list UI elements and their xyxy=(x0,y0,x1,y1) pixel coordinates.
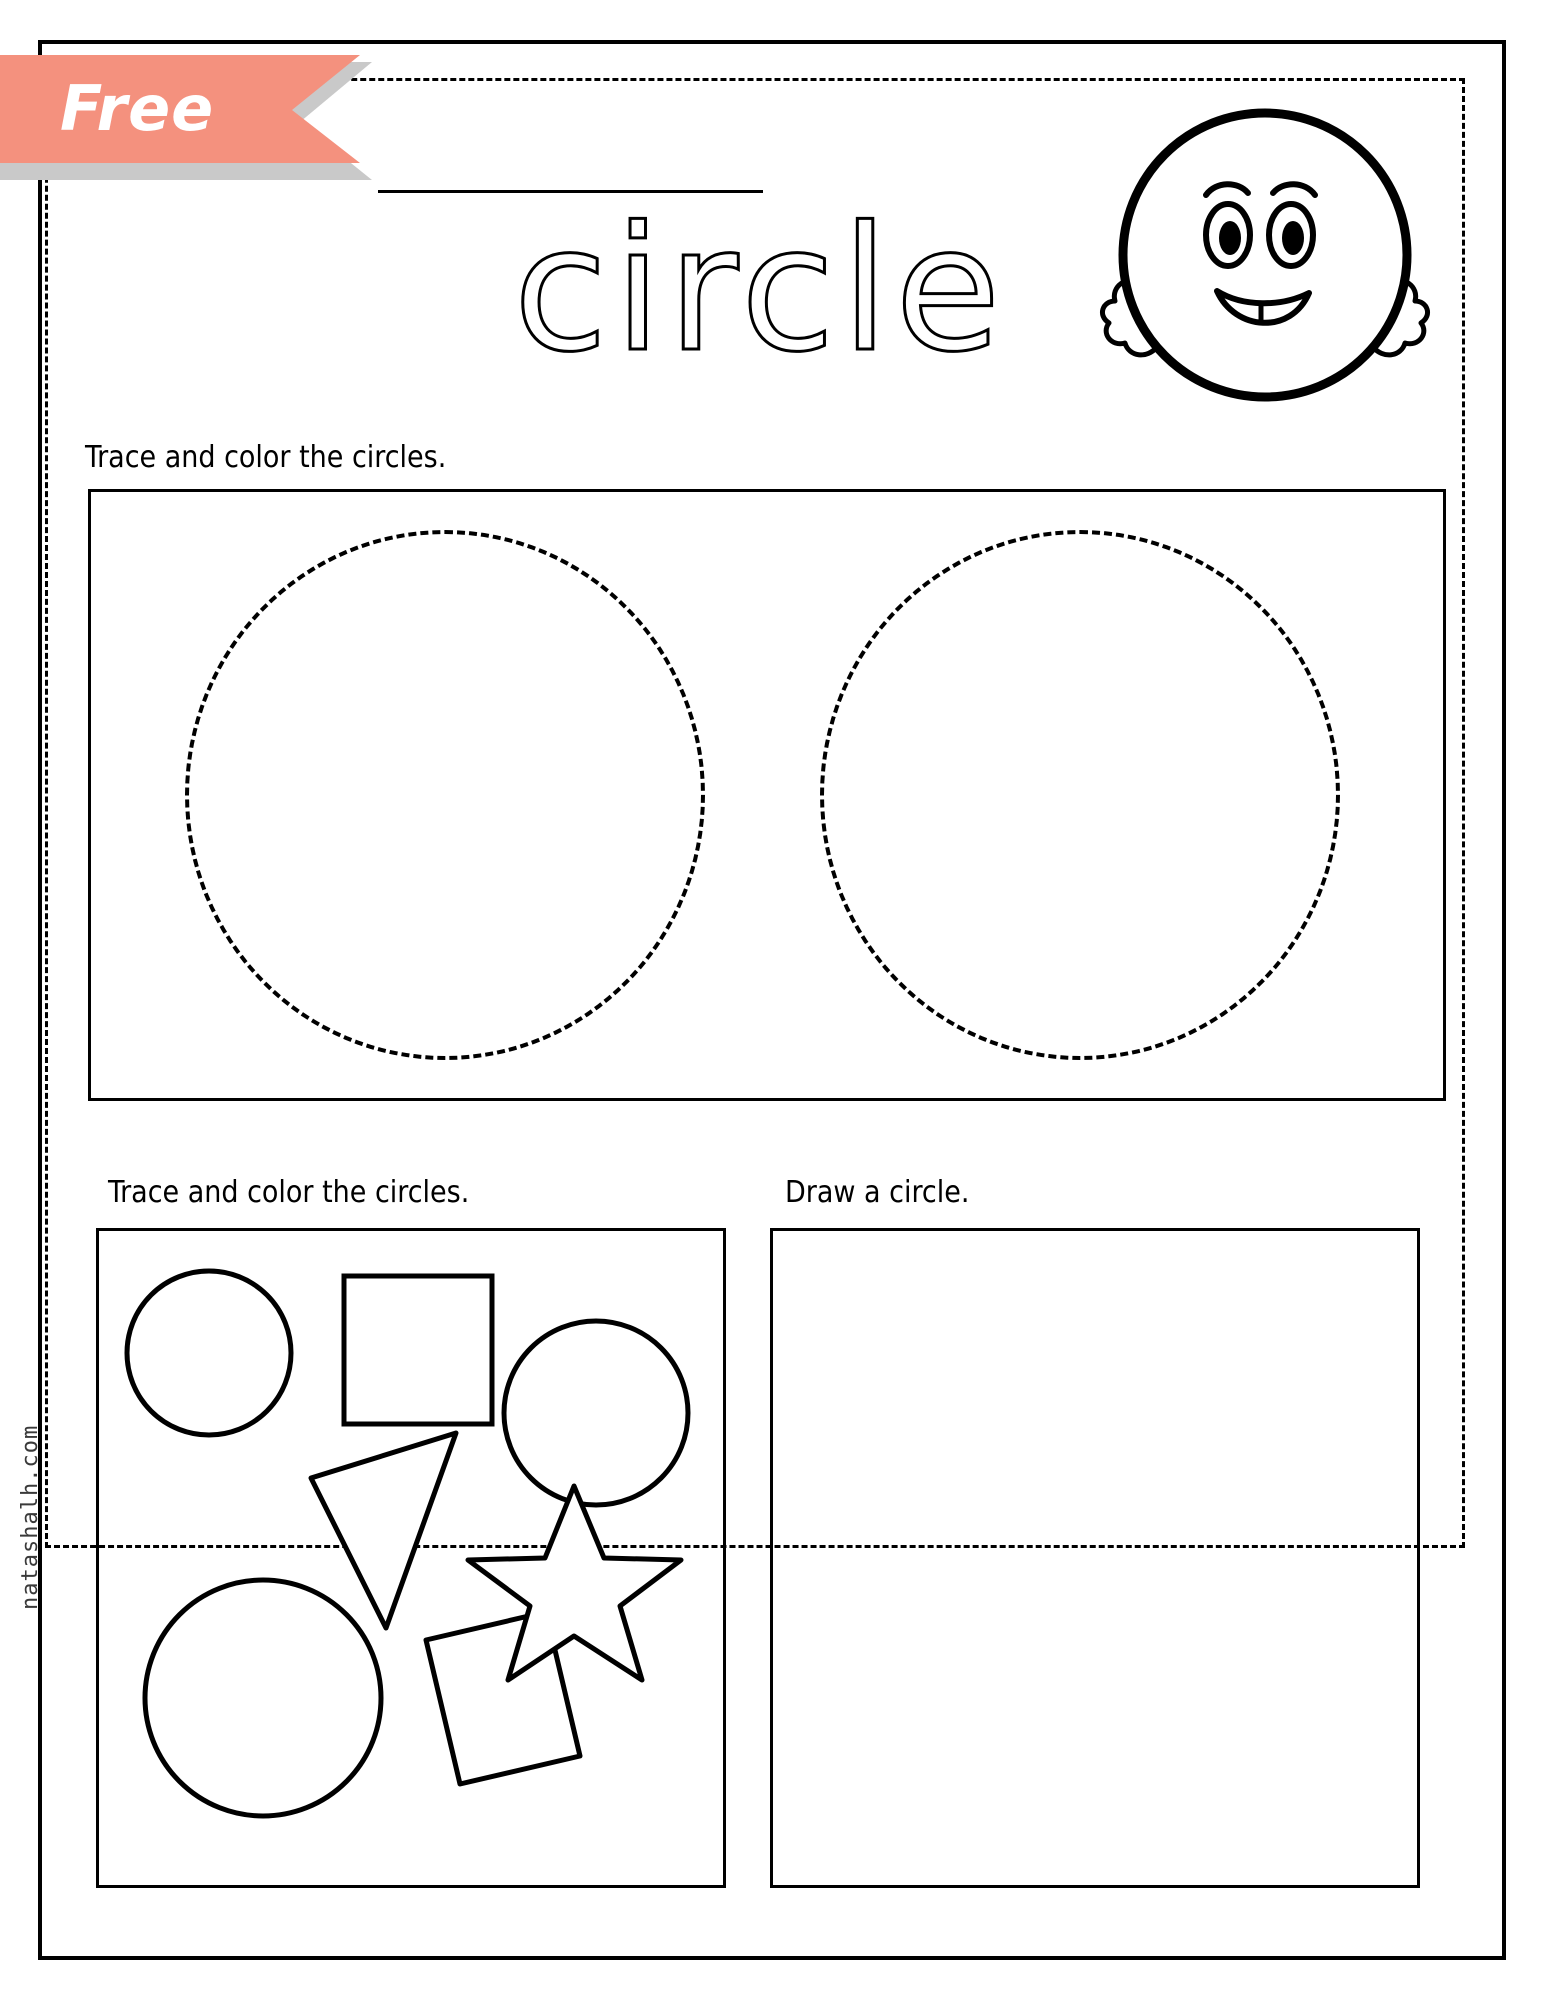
instruction-trace-bottom: Trace and color the circles. xyxy=(108,1175,470,1210)
shape-circle-top-right xyxy=(504,1321,688,1505)
dashed-trace-circle-1[interactable] xyxy=(185,530,705,1060)
dashed-trace-circle-2[interactable] xyxy=(820,530,1340,1060)
site-watermark: natashalh.com xyxy=(18,1424,43,1610)
shape-circle-top-left xyxy=(127,1271,291,1435)
shape-triangle xyxy=(311,1433,456,1628)
instruction-trace-top: Trace and color the circles. xyxy=(85,440,447,475)
circle-mascot-icon xyxy=(1085,95,1445,425)
shape-square-top-center xyxy=(344,1276,492,1424)
shape-circle-bottom-left xyxy=(145,1580,381,1816)
page-title: circle xyxy=(513,189,1007,390)
instruction-draw: Draw a circle. xyxy=(785,1175,970,1210)
ribbon-label: Free xyxy=(60,72,215,145)
draw-circle-answer-box[interactable] xyxy=(770,1228,1420,1888)
shapes-illustration xyxy=(96,1228,726,1888)
